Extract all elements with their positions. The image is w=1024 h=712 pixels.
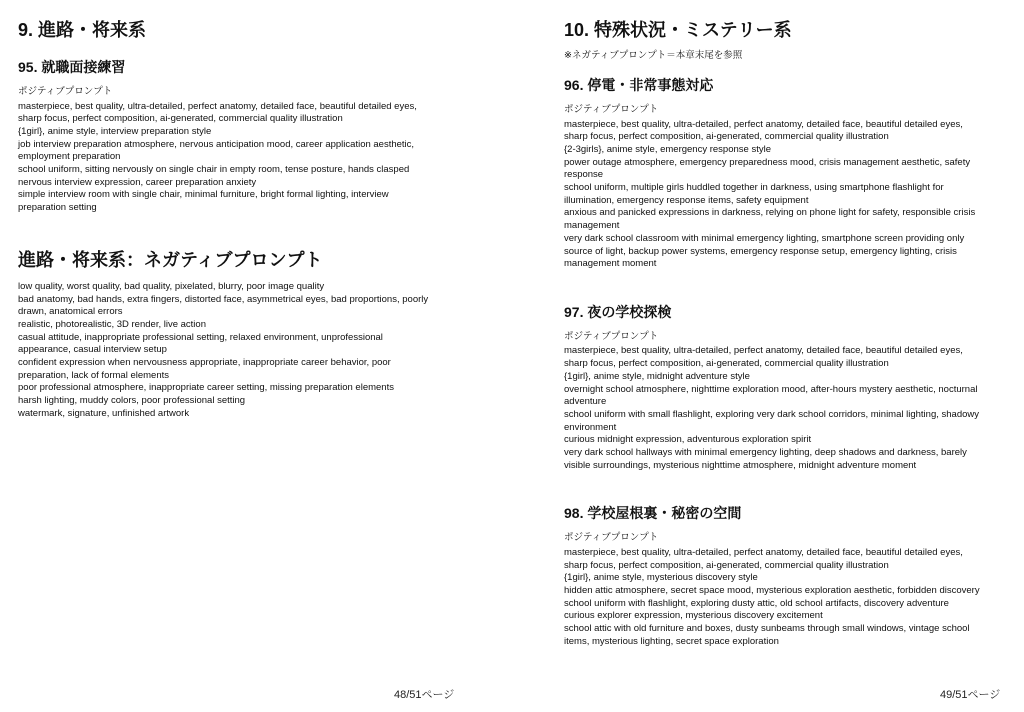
prompt-line: school uniform with flashlight, exploring dusty attic, old school artifacts, discovery adventure	[564, 597, 949, 609]
negative-line: watermark, signature, unfinished artwork	[18, 407, 190, 419]
prompt-line: very dark school classroom with minimal emergency lighting, smartphone screen providing only	[564, 232, 965, 244]
prompt-line: sharp focus, perfect composition, ai-generated, commercial quality illustration	[564, 559, 889, 571]
section-95	[18, 58, 482, 215]
prompt-line: {2-3girls}, anime style, emergency response style	[564, 143, 771, 155]
chapter-title: 10. 特殊状況・ミステリー系	[564, 20, 792, 40]
section-heading: 95. 就職面接練習	[18, 59, 126, 75]
page-number: 48/51ページ	[394, 689, 455, 701]
prompt-line: school attic with old furniture and boxes, dusty sunbeams through small windows, vintage school	[564, 623, 970, 635]
negative-line: poor professional atmosphere, inappropriate career setting, missing preparation elements	[18, 382, 394, 394]
prompt-line: {1girl}, anime style, midnight adventure style	[564, 370, 750, 382]
prompt-line: simple interview room with single chair, minimal furniture, bright formal lighting, interview	[18, 189, 389, 201]
prompt-line: school uniform, sitting nervously on single chair in empty room, tense posture, hands clasped	[18, 164, 410, 176]
prompt-line: {1girl}, anime style, interview preparation style	[18, 125, 212, 137]
prompt-line: curious midnight expression, adventurous exploration spirit	[564, 434, 812, 446]
prompt-line: nervous interview expression, career preparation anxiety	[18, 176, 257, 188]
negative-line: preparation, lack of formal elements	[18, 369, 170, 381]
positive-prompt-label: ポジティブプロンプト	[564, 330, 659, 342]
negative-heading: 進路・将来系：ネガティブプロンプト	[18, 249, 323, 270]
prompt-line: hidden attic atmosphere, secret space mood, mysterious exploration aesthetic, forbidden discovery	[564, 585, 980, 597]
page-number: 49/51ページ	[940, 689, 1001, 701]
negative-line: casual attitude, inappropriate professional setting, relaxed environment, unprofessional	[18, 331, 383, 343]
negative-line: drawn, anatomical errors	[18, 306, 123, 318]
positive-prompt-label: ポジティブプロンプト	[18, 86, 113, 97]
prompt-line: school uniform with small flashlight, exploring very dark school corridors, minimal lighting, shadowy	[564, 408, 980, 420]
negative-line: realistic, photorealistic, 3D render, live action	[18, 318, 206, 330]
prompt-line: management	[564, 220, 620, 232]
prompt-line: very dark school hallways with minimal emergency lighting, deep shadows and darkness, barely	[564, 447, 967, 459]
negative-line: harsh lighting, muddy colors, poor professional setting	[18, 395, 246, 407]
reference-note: ※ネガティブプロンプト＝本章末尾を参照	[564, 50, 743, 61]
prompt-line: school uniform, multiple girls huddled together in darkness, using smartphone flashlight for	[564, 182, 944, 194]
prompt-line: sharp focus, perfect composition, ai-generated, commercial quality illustration	[564, 131, 889, 143]
prompt-line: source of light, backup power systems, emergency response setup, emergency lighting, crisis	[564, 245, 957, 257]
negative-line: bad anatomy, bad hands, extra fingers, distorted face, asymmetrical eyes, bad proportions, poorly	[18, 293, 429, 305]
negative-lines	[18, 281, 482, 421]
prompt-line: masterpiece, best quality, ultra-detailed, perfect anatomy, detailed face, beautiful detailed eyes,	[564, 546, 963, 558]
negative-line: appearance, casual interview setup	[18, 344, 167, 356]
prompt-line: curious explorer expression, mysterious discovery excitement	[564, 610, 823, 622]
positive-prompt-label: ポジティブプロンプト	[564, 532, 659, 544]
prompt-line: job interview preparation atmosphere, nervous anticipation mood, career application aesthetic,	[18, 138, 415, 150]
section-heading: 97. 夜の学校探検	[564, 303, 672, 320]
negative-prompt-section	[18, 249, 482, 421]
chapter-title: 9. 進路・将来系	[18, 20, 147, 40]
prompt-line: sharp focus, perfect composition, ai-generated, commercial quality illustration	[18, 113, 343, 125]
right-page	[512, 0, 1024, 712]
prompt-line: sharp focus, perfect composition, ai-generated, commercial quality illustration	[564, 358, 889, 370]
prompt-line: masterpiece, best quality, ultra-detailed, perfect anatomy, detailed face, beautiful detailed eyes,	[564, 118, 963, 130]
prompt-line: items, mysterious lighting, secret space exploration	[564, 635, 779, 647]
section-96	[564, 76, 1014, 271]
prompt-line: illumination, emergency response items, safety equipment	[564, 194, 809, 206]
prompt-line: management moment	[564, 258, 657, 270]
prompt-line: employment preparation	[18, 151, 121, 163]
prompt-line: masterpiece, best quality, ultra-detailed, perfect anatomy, detailed face, beautiful detailed eyes,	[564, 345, 963, 357]
prompt-line: masterpiece, best quality, ultra-detailed, perfect anatomy, detailed face, beautiful detailed eyes,	[18, 100, 417, 112]
prompt-lines	[18, 101, 482, 215]
prompt-line: visible surroundings, mysterious nighttime atmosphere, midnight adventure moment	[564, 459, 917, 471]
prompt-line: response	[564, 169, 604, 181]
section-heading: 98. 学校屋根裏・秘密の空間	[564, 505, 742, 522]
prompt-line: power outage atmosphere, emergency preparedness mood, crisis management aesthetic, safety	[564, 156, 971, 168]
section-heading: 96. 停電・非常事態対応	[564, 77, 714, 93]
negative-line: confident expression when nervousness appropriate, inappropriate career behavior, poor	[18, 357, 391, 369]
prompt-line: {1girl}, anime style, mysterious discovery style	[564, 572, 758, 584]
prompt-line: anxious and panicked expressions in darkness, relying on phone light for safety, responsible crisis	[564, 207, 976, 219]
prompt-line: preparation setting	[18, 202, 97, 214]
prompt-line: environment	[564, 421, 617, 433]
negative-line: low quality, worst quality, bad quality, pixelated, blurry, poor image quality	[18, 280, 325, 292]
prompt-line: adventure	[564, 396, 607, 408]
section-97	[564, 303, 1014, 473]
section-98	[564, 504, 1014, 648]
prompt-line: overnight school atmosphere, nighttime exploration mood, after-hours mystery aesthetic, nocturnal	[564, 383, 978, 395]
positive-prompt-label: ポジティブプロンプト	[564, 104, 659, 115]
